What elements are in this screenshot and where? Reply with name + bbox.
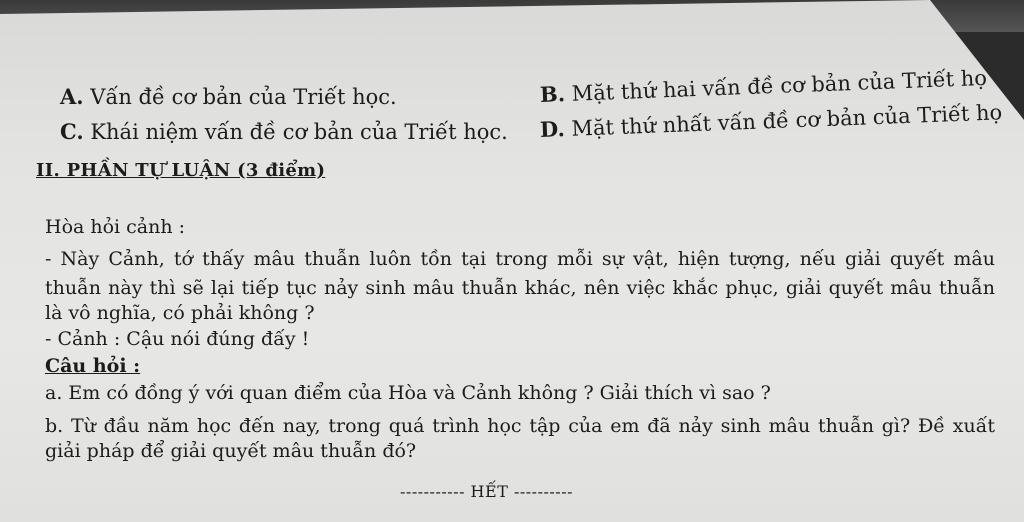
- option-c: [60, 119, 508, 144]
- story-line-3: là vô nghĩa, có phải không ?: [45, 302, 315, 324]
- option-d: [540, 99, 1003, 142]
- option-text: Mặt thứ hai vấn đề cơ bản của Triết họ: [571, 65, 988, 106]
- story-line-1: - Này Cảnh, tớ thấy mâu thuẫn luôn tồn tại trong mỗi sự vật, hiện tượng, nếu giải quyết mâu: [45, 248, 995, 270]
- option-letter: C.: [60, 119, 84, 144]
- option-a: [60, 84, 397, 109]
- option-text: Mặt thứ nhất vấn đề cơ bản của Triết họ: [571, 100, 1003, 141]
- question-b-line-2: giải pháp để giải quyết mâu thuẫn đó?: [45, 440, 417, 462]
- story-line-2: thuẫn này thì sẽ lại tiếp tục nảy sinh mâu thuẫn khác, nên việc khắc phục, giải quyết mâu thuẫn: [45, 277, 995, 299]
- option-letter: D.: [539, 116, 566, 142]
- questions-label: Câu hỏi :: [45, 355, 141, 377]
- section-title: II. PHẦN TỰ LUẬN (3 điểm): [36, 160, 326, 181]
- option-letter: B.: [539, 81, 566, 107]
- option-text: Khái niệm vấn đề cơ bản của Triết học.: [90, 120, 508, 144]
- question-a: a. Em có đồng ý với quan điểm của Hòa và Cảnh không ? Giải thích vì sao ?: [45, 382, 771, 404]
- option-b: [540, 65, 988, 107]
- story-reply: - Cảnh : Cậu nói đúng đấy !: [45, 328, 310, 350]
- end-mark: ----------- HẾT ----------: [400, 482, 574, 501]
- option-letter: A.: [60, 84, 84, 109]
- option-text: Vấn đề cơ bản của Triết học.: [90, 85, 397, 109]
- story-intro: Hòa hỏi cảnh :: [45, 216, 186, 238]
- question-b-line-1: b. Từ đầu năm học đến nay, trong quá trình học tập của em đã nảy sinh mâu thuẫn gì? Đề xuất: [45, 415, 995, 437]
